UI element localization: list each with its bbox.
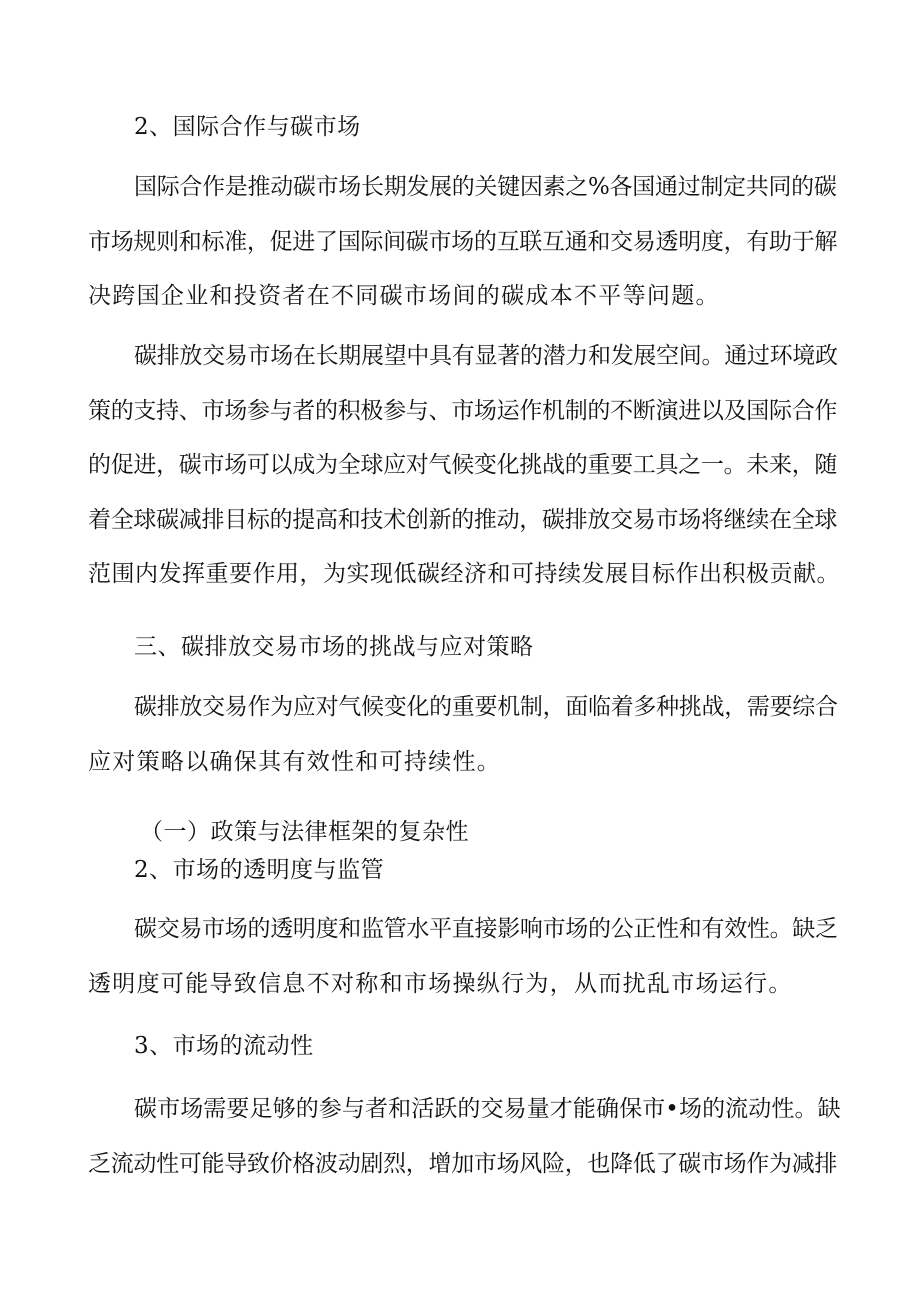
paragraph-line: 碳排放交易市场在长期展望中具有显著的潜力和发展空间。通过环境政 xyxy=(134,343,838,369)
paragraph-line: 应对策略以确保其有效性和可持续性。 xyxy=(88,748,502,775)
section-heading-challenges: 三、碳排放交易市场的挑战与应对策略 xyxy=(134,634,534,660)
paragraph-line: 碳市场需要足够的参与者和活跃的交易量才能确保市•场的流动性。缺 xyxy=(134,1096,841,1122)
section-heading-transparency: 2、市场的透明度与监管 xyxy=(134,857,385,883)
paragraph-line: 乏流动性可能导致价格波动剧烈，增加市场风险，也降低了碳市场作为减排 xyxy=(88,1150,838,1177)
paragraph-line: 碳排放交易作为应对气候变化的重要机制，面临着多种挑战，需要综合 xyxy=(134,694,838,720)
paragraph-line: 市场规则和标准，促进了国际间碳市场的互联互通和交易透明度，有助于解 xyxy=(88,228,838,255)
paragraph-line: 碳交易市场的透明度和监管水平直接影响市场的公正性和有效性。缺乏 xyxy=(134,916,838,942)
paragraph-liquidity xyxy=(88,1082,842,1191)
paragraph-line: 策的支持、市场参与者的积极参与、市场运作机制的不断演进以及国际合作 xyxy=(88,397,838,424)
paragraph-long-term-outlook xyxy=(88,329,842,602)
section-heading-liquidity: 3、市场的流动性 xyxy=(134,1033,314,1059)
subsection-heading-policy-framework: （一）政策与法律框架的复杂性 xyxy=(140,819,469,845)
paragraph-international-cooperation xyxy=(88,160,842,324)
paragraph-line: 透明度可能导致信息不对称和市场操纵行为，从而扰乱市场运行。 xyxy=(88,970,793,997)
paragraph-challenges-intro xyxy=(88,680,842,789)
section-heading-international-cooperation: 2、国际合作与碳市场 xyxy=(134,114,361,140)
paragraph-line: 的促进，碳市场可以成为全球应对气候变化挑战的重要工具之一。未来，随 xyxy=(88,452,838,478)
paragraph-transparency xyxy=(88,902,842,1011)
paragraph-line: 国际合作是推动碳市场长期发展的关键因素之%各国通过制定共同的碳 xyxy=(134,174,837,200)
paragraph-line: 范围内发挥重要作用，为实现低碳经济和可持续发展目标作出积极贡献。 xyxy=(88,561,840,587)
paragraph-line: 着全球碳减排目标的提高和技术创新的推动，碳排放交易市场将继续在全球 xyxy=(88,506,838,533)
paragraph-line: 决跨国企业和投资者在不同碳市场间的碳成本不平等问题。 xyxy=(88,283,720,309)
